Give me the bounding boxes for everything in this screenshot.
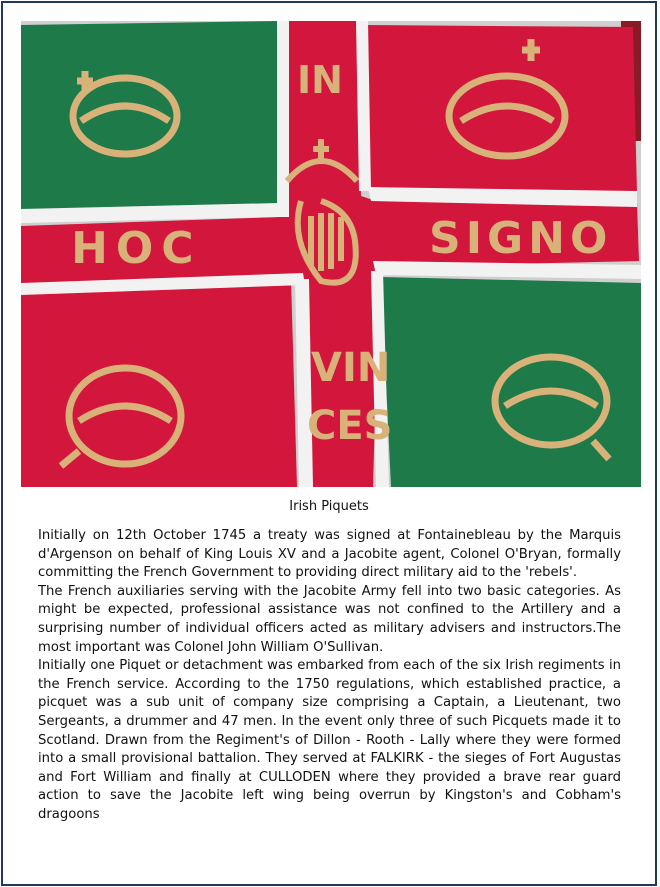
flag-image [21, 21, 641, 487]
flag-text-ces: CES [307, 403, 393, 449]
article-body [38, 527, 621, 825]
flag-text-vin: VIN [311, 345, 391, 391]
flag-photo [21, 21, 641, 487]
paragraph: The French auxiliaries serving with the Jacobite Army fell into two basic categories. As might be expected, professional assistance was not confined to the Artillery and a surprising number of individual officers acted as military advisers and instructors.The most important was Colonel John William O'Sullivan. [38, 583, 621, 655]
image-caption: Irish Piquets [289, 499, 369, 514]
quadrant-top-left [21, 21, 279, 217]
paragraph: Initially on 12th October 1745 a treaty was signed at Fontainebleau by the Marquis d'Argenson on behalf of King Louis XV and a Jacobite agent, Colonel O'Bryan, formally committing the French Government to providing direct military aid to the 'rebels'. [38, 528, 621, 581]
flag-text-hoc: HOC [71, 223, 202, 274]
page-frame [1, 1, 657, 886]
paragraph: Initially one Piquet or detachment was embarked from each of the six Irish regiments in the French service. According to the 1750 regulations, which established practice, a picquet was a sub unit of company size comprising a Captain, a Lieutenant, two Sergeants, a drummer and 47 men. In the event only three of such Picquets made it to Scotland. Drawn from the Regiment's of Dillon - Rooth - Lally where they were formed into a small provisional battalion. They served at FALKIRK - the sieges of Fort Augustas and Fort William and finally at CULLODEN where they provided a brave rear guard action to save the Jacobite left wing being overrun by Kingston's and Cobham's dragoons [38, 658, 621, 822]
flag-text-signo: SIGNO [429, 213, 613, 264]
flag-text-in: IN [297, 58, 343, 102]
